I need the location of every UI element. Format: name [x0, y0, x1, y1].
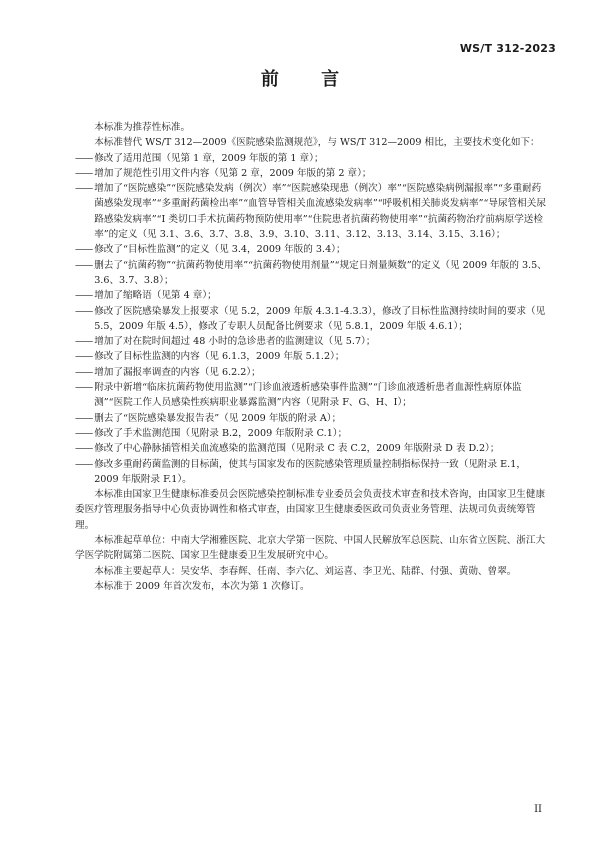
- change-text: 删去了“抗菌药物”“抗菌药物使用率”“抗菌药物使用剂量”“规定日剂量频数”的定义（见 2009 年版的 3.5、3.6、3.7、3.8）；: [94, 259, 547, 286]
- intro-paragraph-1: 本标准为推荐性标准。: [94, 122, 191, 133]
- standard-code: WS/T 312-2023: [459, 42, 556, 55]
- dash-marker: ——: [75, 458, 93, 470]
- change-text: 修改了医院感染暴发上报要求（见 5.2，2009 年版 4.3.1-4.3.3），修改了目标性监测持续时间的要求（见 5.5，2009 年版 4.5），修改了专职人员配备比例要求（见 5.8.1，2009 年版 4.6.1）；: [94, 305, 546, 332]
- dash-marker: ——: [75, 244, 93, 256]
- change-item: [75, 380, 547, 411]
- dash-marker: ——: [75, 183, 93, 195]
- change-item: [75, 181, 547, 242]
- change-text: 增加了缩略语（见第 4 章）；: [94, 290, 217, 302]
- change-text: 增加了“医院感染”“医院感染发病（例次）率”“医院感染现患（例次）率”“医院感染病例漏报率”“多重耐药菌感染发现率”“多重耐药菌检出率”“血管导管相关血流感染发病率”“呼吸机相关肺炎发病率”“导尿管相关尿路感染发病率”“I 类切口手术抗菌药物预防使用率”“住院患者抗菌药物使用率”“抗菌药物治疗前病原学送检率”的定义（见 3.1、3.6、3.7、3.8、3.9、3.10、3.11、3.12、3.13、3.14、3.15、3.16）；: [94, 183, 546, 241]
- change-text: 修改了目标性监测的内容（见 6.1.3，2009 年版 5.1.2）；: [94, 351, 345, 363]
- change-text: 删去了“医院感染暴发报告表”（见 2009 年版的附录 A）；: [94, 412, 342, 424]
- change-item: [75, 349, 547, 364]
- change-item: [75, 166, 547, 181]
- change-text: 修改多重耐药菌监测的目标菌，使其与国家发布的医院感染管理质量控制指标保持一致（见附录 E.1，2009 年版附录 F.1）。: [94, 458, 526, 485]
- change-item: [75, 426, 547, 441]
- dash-marker: ——: [75, 290, 93, 302]
- foreword-body: [75, 120, 547, 594]
- change-text: 修改了手术监测范围（见附录 B.2，2009 年版附录 C.1）；: [94, 427, 348, 439]
- change-text: 附录中新增“临床抗菌药物使用监测”“门诊血液透析感染事件监测”“门诊血液透析患者血源性病原体监测”“医院工作人员感染性疾病职业暴露监测”内容（见附录 F、G、H、I）；: [94, 382, 522, 409]
- change-text: 增加了规范性引用文件内容（见第 2 章，2009 年版的第 2 章）；: [94, 167, 372, 179]
- change-item: [75, 304, 547, 335]
- change-item: [75, 365, 547, 380]
- intro-paragraph-2: 本标准替代 WS/T 312—2009《医院感染监测规范》，与 WS/T 312—2009 相比，主要技术变化如下：: [94, 137, 540, 149]
- dash-marker: ——: [75, 382, 93, 394]
- dash-marker: ——: [75, 259, 93, 271]
- dash-marker: ——: [75, 366, 93, 378]
- change-list: [75, 151, 547, 488]
- change-item: [75, 457, 547, 488]
- page-title: 前 言: [260, 69, 358, 90]
- dash-marker: ——: [75, 336, 93, 348]
- change-text: 修改了中心静脉插管相关血流感染的监测范围（见附录 C 表 C.2，2009 年版附录 D 表 D.2）；: [94, 443, 500, 455]
- dash-marker: ——: [75, 167, 93, 179]
- change-item: [75, 151, 547, 166]
- dash-marker: ——: [75, 443, 93, 455]
- closing-paragraph-1: 本标准由国家卫生健康标准委员会医院感染控制标准专业委员会负责技术审查和技术咨询，由国家卫生健康委医疗管理服务指导中心负责协调性和格式审查，由国家卫生健康委医政司负责业务管理、法规司负责统筹管理。: [75, 489, 546, 531]
- revision-history-paragraph: 本标准于 2009 年首次发布，本次为第 1 次修订。: [94, 580, 310, 592]
- change-item: [75, 334, 547, 349]
- dash-marker: ——: [75, 351, 93, 363]
- dash-marker: ——: [75, 152, 93, 164]
- change-item: [75, 258, 547, 289]
- change-item: [75, 242, 547, 257]
- drafting-units-paragraph: 本标准起草单位：中南大学湘雅医院、北京大学第一医院、中国人民解放军总医院、山东省立医院、浙江大学医学院附属第二医院、国家卫生健康委卫生发展研究中心。: [75, 535, 546, 562]
- drafters-paragraph: 本标准主要起草人：吴安华、李春辉、任南、李六亿、刘运喜、李卫光、陆群、付强、黄勋、曾翠。: [94, 565, 517, 577]
- page-number: II: [534, 804, 542, 815]
- change-item: [75, 411, 547, 426]
- change-text: 增加了漏报率调查的内容（见 6.2.2）；: [94, 366, 261, 378]
- change-item: [75, 441, 547, 456]
- change-text: 修改了“目标性监测”的定义（见 3.4，2009 年版的 3.4）；: [94, 244, 346, 256]
- dash-marker: ——: [75, 412, 93, 424]
- dash-marker: ——: [75, 427, 93, 439]
- change-item: [75, 288, 547, 303]
- change-text: 修改了适用范围（见第 1 章，2009 年版的第 1 章）；: [94, 152, 324, 164]
- change-text: 增加了对在院时间超过 48 小时的急诊患者的监测建议（见 5.7）；: [94, 336, 376, 348]
- dash-marker: ——: [75, 305, 93, 317]
